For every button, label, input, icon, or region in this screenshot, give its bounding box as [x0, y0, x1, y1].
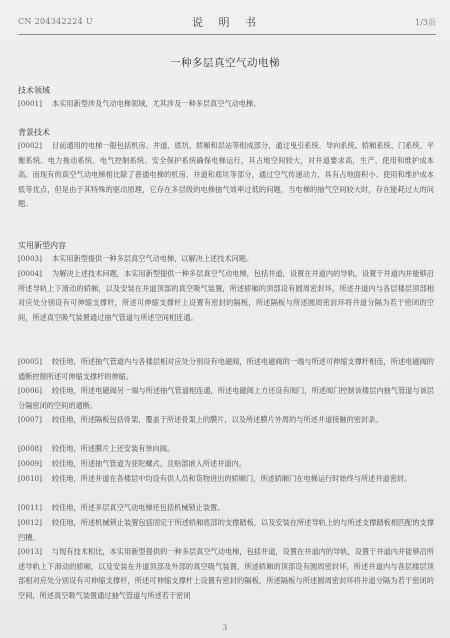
paragraph-0004	[18, 267, 434, 325]
paragraph-0008	[18, 442, 434, 457]
paragraph-0003	[18, 252, 434, 267]
paragraph-0001	[18, 97, 434, 112]
paragraph-number: [0002]	[18, 141, 42, 150]
paragraph-number: [0008]	[18, 444, 42, 453]
header-divider	[18, 34, 436, 35]
section-heading-background: 背景技术	[18, 128, 50, 137]
paragraph-text: 较佳地，所述抽气管道为亚陀螺式，且贴部嵌入所述井道内。	[51, 459, 246, 468]
paragraph-0007	[18, 413, 434, 428]
paragraph-0002	[18, 139, 434, 212]
paragraph-text: 本实用新型涉及气动电梯领域，尤其涉及一种多层真空气动电梯。	[51, 99, 261, 108]
paragraph-text: 较佳地，所述膜片上还安装有单向阀。	[51, 444, 175, 453]
paragraph-0006	[18, 384, 434, 413]
paragraph-number: [0003]	[18, 254, 42, 263]
paragraph-text: 较佳地，所述电磁阀另一端与所述抽气管道相连通，所述电磁阀上方还设有阀门，所述阀门控制该楼层内抽气管道与该层分隔密闭的空间的通断。	[18, 386, 434, 410]
paragraph-text: 较佳地，所述抽气管道内与各楼层相对应处分别设有电磁阀，所述电磁阀的一端与所述可伸缩支撑杆相连，所述电磁阀的通断控制所述可伸缩支撑杆的伸缩。	[18, 357, 434, 381]
paragraph-number: [0009]	[18, 459, 42, 468]
paragraph-number: [0001]	[18, 99, 42, 108]
paragraph-number: [0006]	[18, 386, 42, 395]
document-type: 说 明 书	[192, 16, 262, 29]
paragraph-text: 与现有技术相比，本实用新型提供的一种多层真空气动电梯，包括井道，设置在井道内的导轨，设置于井道内并能够沿所述导轨上下滑动的轿厢，以及安装在井道顶部及外部的真空吸气装置，所述轿厢的顶部设有圆周密封环，所述井道内与各层楼层顶部相对应处分别设有可伸缩支撑杆，所述可伸缩支撑杆上设置有密封的隔板，所述隔板与所述圆周密封环将井道分隔为若干密闭的空间，所述真空吸气装置通过抽气管道与所述若干密闭	[18, 547, 434, 600]
paragraph-number: [0013]	[18, 547, 42, 556]
paragraph-0010	[18, 472, 434, 487]
document-title: 一种多层真空气动电梯	[170, 57, 280, 69]
paragraph-text: 较佳地，所述机械锁止装置包括固定于所述轿厢底部的支撑踏板，以及安装在所述导轨上的与所述支撑踏板相匹配的支撑凹槽。	[18, 518, 434, 542]
paragraph-0011	[18, 501, 434, 516]
paragraph-text: 较佳地，所述隔板包括骨架，覆盖于所述骨架上的膜片，以及所述膜片外周的与所述井道接触的密封条。	[51, 415, 383, 424]
paragraph-number: [0004]	[18, 269, 42, 278]
patent-number: CN 204342224 U	[18, 17, 93, 26]
section-heading-field: 技术领域	[18, 86, 50, 95]
paragraph-0013	[18, 545, 434, 603]
paragraph-number: [0011]	[18, 503, 42, 512]
paragraph-text: 较佳地，所述井道在各楼层中均设有供人员和货物进出的轿厢门，所述轿厢门在电梯运行时始终与所述井道密封。	[51, 474, 412, 483]
paragraph-number: [0007]	[18, 415, 42, 424]
paragraph-number: [0005]	[18, 357, 42, 366]
paragraph-number: [0010]	[18, 474, 42, 483]
paragraph-text: 本实用新型提供一种多层真空气动电梯，以解决上述技术问题。	[51, 254, 254, 263]
paragraph-number: [0012]	[18, 518, 42, 527]
page-header	[18, 14, 436, 30]
section-heading-content: 实用新型内容	[18, 241, 66, 250]
paragraph-0009	[18, 457, 434, 472]
paragraph-text: 为解决上述技术问题，本实用新型提供一种多层真空气动电梯，包括井道，设置在井道内的导轨，设置于井道内并能够沿所述导轨上下滑动的轿厢，以及安装在井道顶部的真空吸气装置，所述轿厢的顶部设有圆周密封环，所述井道内与各层楼层顶部相对应处分别设有可伸缩支撑杆，所述可伸缩支撑杆上设置有密封的隔板，所述隔板与所述圆周密封环将井道分隔为若干密闭的空间，所述真空吸气装置通过抽气管道与所述空间相连通。	[18, 269, 434, 322]
page-number: 3	[222, 624, 228, 632]
paragraph-0005	[18, 355, 434, 384]
paragraph-text: 目前通用的电梯一般包括机房、井道、底坑、轿厢和层站等组成部分，通过曳引系统、导向系统、轿厢系统、门系统、平衡系统、电力拖动系统、电气控制系统、安全保护系统确保电梯运行，其占地空间较大，对井道要求高，生产、使用和维护成本高。而现有的真空气动电梯相比除了普通电梯的机房、井道和底坑等部分，通过空气传递动力，具有占地面积小、使用和维护成本低等优点，但是由于其特殊的驱动原理，它存在多层级的电梯抽气效率过低的问题，当电梯的抽气空间较大时，存在能耗过大的问题。	[18, 141, 434, 209]
page-indicator: 1/3页	[415, 18, 436, 27]
paragraph-0012	[18, 516, 434, 545]
paragraph-text: 较佳地，所述多层真空气动电梯还包括机械锁止装置。	[51, 503, 225, 512]
